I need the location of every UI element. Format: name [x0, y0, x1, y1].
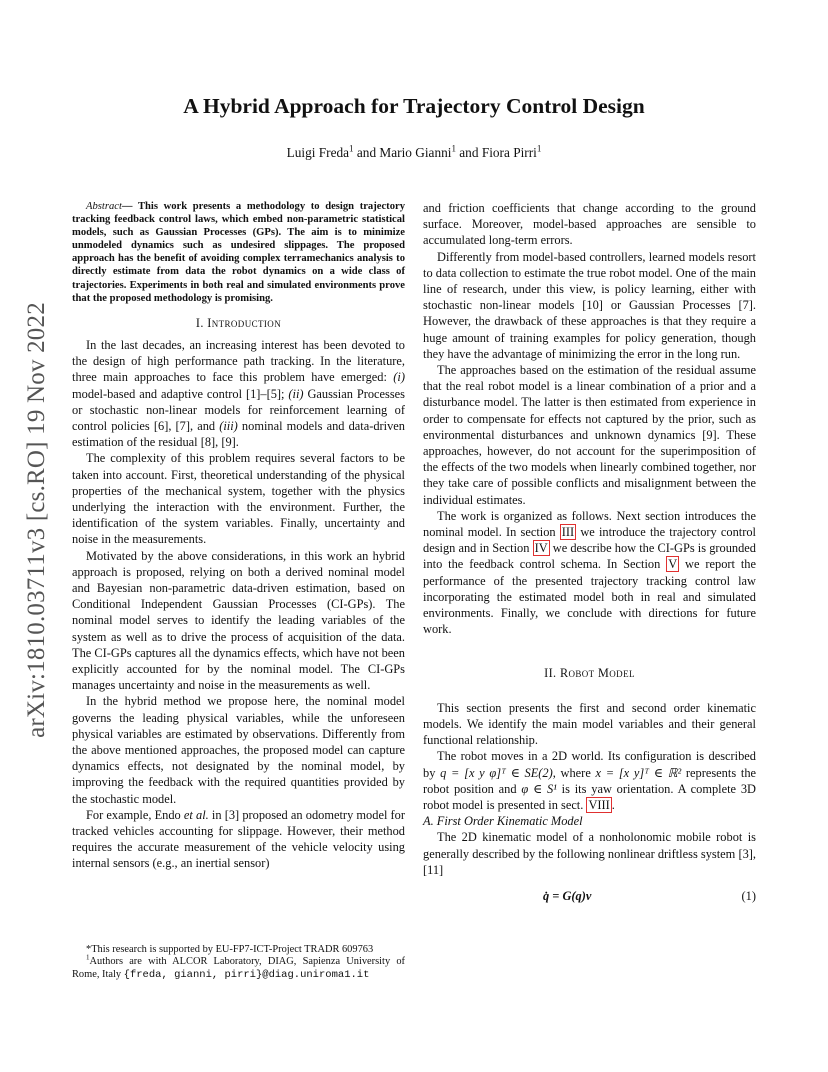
abstract-label: Abstract [86, 201, 122, 212]
author-list [0, 145, 828, 161]
section-link-iv[interactable]: IV [534, 541, 548, 556]
body-paragraph: The 2D kinematic model of a nonholonomic mobile robot is generally described by the following nonlinear driftless system [3], [11] [423, 830, 756, 877]
body-paragraph: The robot moves in a 2D world. Its configuration is described by q = [x y φ]ᵀ ∈ SE(2), where x = [x y]ᵀ ∈ ℝ² represents the robot position and φ ∈ S¹ is its yaw orientation. A complete 3D robot model is presented in sect. VIII . [423, 749, 757, 812]
author-conjunction: and [459, 145, 479, 160]
intro-paragraph: In the hybrid method we propose here, the nominal model governs the leading physical variables, while the unforeseen physical variables are estimated by observations. Differently from the above mentioned approaches, the proposed model can capture dynamics effects, not designated by the nominal model, by improving the feedback with the required quantities provided by the stochastic model. [72, 694, 405, 806]
equation-body: q̇ = G(q)v [543, 888, 592, 903]
abstract-body: — This work presents a methodology to design trajectory tracking feedback control laws, which embed non-parametric statistical models, such as Gaussian Processes (GPs). The aim is to minimize unmodeled dynamics such as undesired slippages. The proposed approach has the benefit of avoiding complex terramechanics analysis to directly estimate from data the robot dynamics on a wide class of trajectories. Experiments in both real and simulated environments prove that the proposed methodology is promising. [72, 201, 405, 304]
intro-paragraph: Motivated by the above considerations, in this work an hybrid approach is proposed, relying on both a derived nominal model and Bayesian non-parametric data-driven estimation, based on Conditional Independent Gaussian Processes (CI-GPs). The nominal model serves to identify the leading variables of the system as well as to drive the process of acquisition of the data. The CI-GPs captures all the dynamics effects, which have not been explicitly accounted for by the nominal model. The CI-GPs manages uncertainty and noise in the measurements as well. [72, 548, 405, 693]
footnote-affiliation: $^1$Authors are with ALCOR Laboratory, DIAG, Sapienza University of Rome, Italy {freda, gianni, pirri}@diag.uniroma1.it [72, 953, 405, 981]
author-conjunction: and [356, 145, 377, 160]
affiliation-mark: 1 [349, 143, 354, 154]
affiliation-mark: 1 [451, 143, 456, 154]
body-paragraph: The approaches based on the estimation of the residual assume that the real robot model is a linear combination of a prior and a disturbance model. The latter is then estimated from experience in order to compensate for effects not captured by the prior, such as environmental disturbances and unknown dynamics [9]. These approaches, however, do not account for the superimposition of the effects of the two models when linearly combined together, nor they take care of possible conflicts and misalignment between the individual estimates. [423, 363, 756, 507]
config-formula: q = [x y φ]ᵀ ∈ SE(2) [440, 765, 553, 780]
body-paragraph: The work is organized as follows. Next section introduces the nominal model. In section III we introduce the trajectory control design and in Section IV we describe how the CI-GPs is grounded into the feedback control schema. In Section V we report the performance of the presented trajectory tracking control law incorporating the estimated model both in real and simulated environments. Finally, we conclude with directions for future work. [423, 508, 756, 637]
affiliation-mark: 1 [536, 143, 542, 154]
intro-paragraph: The complexity of this problem requires several factors to be taken into account. First, theoretical understanding of the physical properties of the mechanical system, together with the physics underlying the interaction with the environment. Further, the identification of the system variables. Finally, uncertainty and noise in the measurements. [72, 451, 405, 547]
subsection-heading: A. First Order Kinematic Model [423, 814, 583, 829]
intro-paragraph: In the last decades, an increasing interest has been devoted to the design of high performance path tracking. In the literature, three main approaches to face this problem have emerged: (i) model-based and adaptive control [1]–[5]; (ii) Gaussian Processes or stochastic non-linear models for reinforcement learning of control policies [6], [7], and (iii) nominal models and data-driven estimation of the residual [8], [9]. [72, 337, 405, 450]
section-heading-introduction: I. Introduction [195, 315, 282, 330]
footnotes [72, 944, 405, 981]
equation-1 [423, 888, 756, 904]
arxiv-sidebar [12, 280, 62, 760]
author-emails: {freda, gianni, pirri}@diag.uniroma1.it [123, 968, 370, 981]
orientation-formula: φ ∈ S¹ [521, 781, 557, 796]
footnote-funding: *This research is supported by EU-FP7-ICT-Project TRADR 609763 [86, 944, 374, 955]
intro-paragraph: For example, Endo et al. in [3] proposed an odometry model for tracked vehicles accounting for slippage. However, their method requires the accurate measurement of the vehicle velocity using internal sensors (e.g., an inertial sensor) [72, 807, 405, 871]
section-link-v[interactable]: V [668, 557, 678, 572]
body-paragraph: and friction coefficients that change according to the ground surface. Moreover, model-based approaches are sensible to accumulated long-term errors. [423, 201, 756, 248]
author-name: Fiora Pirri [481, 145, 537, 160]
position-formula: x = [x y]ᵀ ∈ ℝ² [595, 765, 682, 780]
right-column [423, 200, 756, 904]
body-paragraph: This section presents the first and second order kinematic models. We identify the main model variables and their general functional relationship. [423, 700, 756, 748]
arxiv-identifier: arXiv:1810.03711v3 [cs.RO] 19 Nov 2022 [23, 302, 50, 738]
abstract [72, 200, 405, 305]
left-column [72, 200, 405, 872]
paper-title: A Hybrid Approach for Trajectory Control Design [183, 94, 645, 118]
author-name: Luigi Freda [286, 145, 350, 160]
equation-number: (1) [741, 888, 756, 903]
section-link-viii[interactable]: VIII [588, 797, 610, 812]
body-paragraph: Differently from model-based controllers, learned models resort to data collection to estimate the true robot model. One of the main line of research, under this view, is policy learning, either with stochastic non-linear models [10] or Gaussian Processes [7]. However, the drawback of these approaches is that they require a huge amount of training examples for policy generation, though they have the advantage of minimizing the error in the long run. [423, 249, 756, 361]
section-heading-robot-model: II. Robot Model [544, 666, 635, 681]
section-link-iii[interactable]: III [561, 525, 575, 540]
author-name: Mario Gianni [379, 145, 452, 160]
